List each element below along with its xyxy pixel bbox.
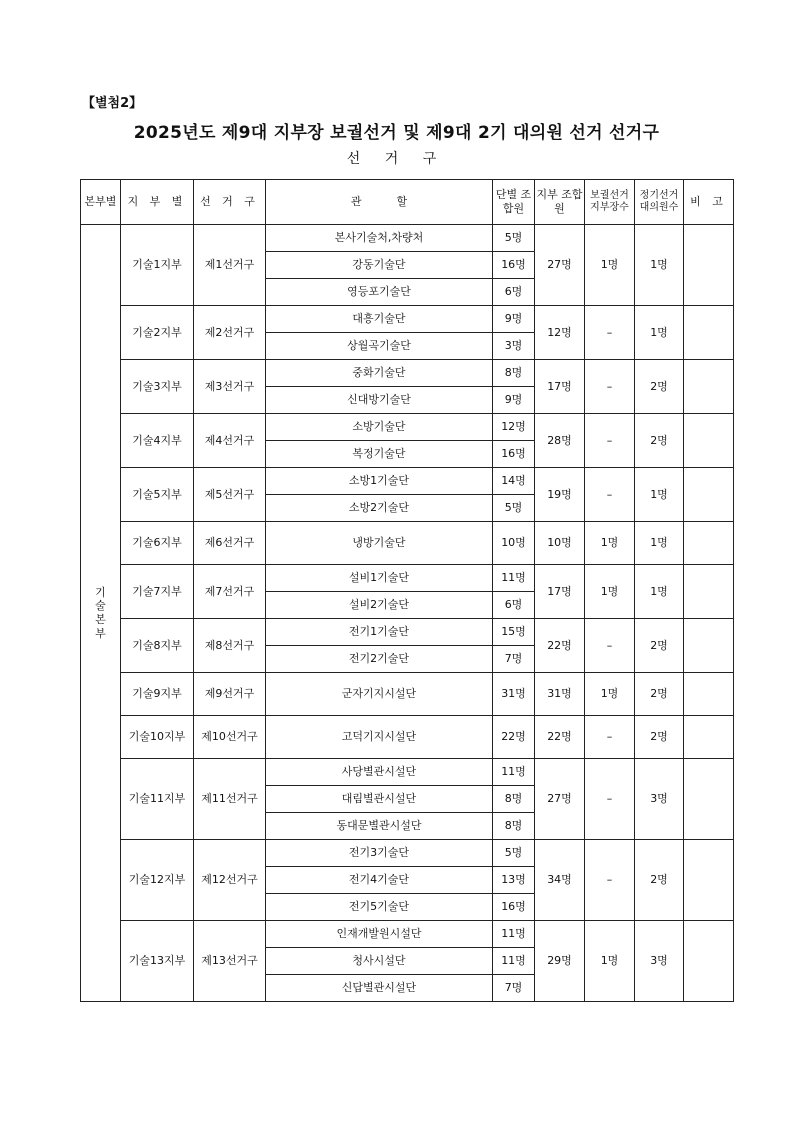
regular-election-cell: 2명 xyxy=(635,840,684,921)
remarks-cell xyxy=(684,840,734,921)
table-header-row xyxy=(81,180,734,225)
branch-cell: 기술5지부 xyxy=(121,468,194,522)
unit-count-cell: 11명 xyxy=(493,565,535,592)
branch-cell: 기술10지부 xyxy=(121,716,194,759)
branch-cell: 기술12지부 xyxy=(121,840,194,921)
regular-election-cell: 2명 xyxy=(635,716,684,759)
unit-count-cell: 9명 xyxy=(493,306,535,333)
branch-cell: 기술1지부 xyxy=(121,225,194,306)
branch-members-cell: 19명 xyxy=(535,468,585,522)
district-cell: 제8선거구 xyxy=(194,619,266,673)
remarks-cell xyxy=(684,306,734,360)
document-title: 2025년도 제9대 지부장 보궐선거 및 제9대 2기 대의원 선거 선거구 xyxy=(133,123,660,143)
header-district: 선 거 구 xyxy=(194,180,266,225)
unit-name-cell: 영등포기술단 xyxy=(266,279,493,306)
by-election-cell: 1명 xyxy=(585,565,635,619)
branch-members-cell: 12명 xyxy=(535,306,585,360)
hq-char: 부 xyxy=(95,626,106,640)
remarks-cell xyxy=(684,522,734,565)
branch-members-cell: 28명 xyxy=(535,414,585,468)
regular-election-cell: 3명 xyxy=(635,921,684,1002)
unit-name-cell: 동대문별관시설단 xyxy=(266,813,493,840)
by-election-cell: – xyxy=(585,360,635,414)
unit-count-cell: 8명 xyxy=(493,360,535,387)
table-row xyxy=(81,759,734,786)
unit-name-cell: 강동기술단 xyxy=(266,252,493,279)
remarks-cell xyxy=(684,759,734,840)
unit-name-cell: 전기4기술단 xyxy=(266,867,493,894)
district-cell: 제13선거구 xyxy=(194,921,266,1002)
unit-count-cell: 6명 xyxy=(493,592,535,619)
regular-election-cell: 1명 xyxy=(635,468,684,522)
by-election-cell: 1명 xyxy=(585,673,635,716)
table-row xyxy=(81,565,734,592)
unit-count-cell: 7명 xyxy=(493,646,535,673)
unit-name-cell: 설비2기술단 xyxy=(266,592,493,619)
unit-name-cell: 중화기술단 xyxy=(266,360,493,387)
unit-count-cell: 3명 xyxy=(493,333,535,360)
header-unit-members: 단별 조합원 xyxy=(493,180,535,225)
branch-members-cell: 27명 xyxy=(535,225,585,306)
table-row xyxy=(81,522,734,565)
table-row xyxy=(81,414,734,441)
hq-char: 본 xyxy=(95,613,106,626)
regular-election-cell: 2명 xyxy=(635,414,684,468)
unit-count-cell: 22명 xyxy=(493,716,535,759)
table-row xyxy=(81,840,734,867)
remarks-cell xyxy=(684,921,734,1002)
unit-count-cell: 7명 xyxy=(493,975,535,1002)
district-cell: 제9선거구 xyxy=(194,673,266,716)
unit-name-cell: 소방기술단 xyxy=(266,414,493,441)
unit-name-cell: 전기5기술단 xyxy=(266,894,493,921)
unit-name-cell: 고덕기지시설단 xyxy=(266,716,493,759)
district-cell: 제10선거구 xyxy=(194,716,266,759)
unit-count-cell: 6명 xyxy=(493,279,535,306)
unit-count-cell: 8명 xyxy=(493,813,535,840)
unit-name-cell: 신대방기술단 xyxy=(266,387,493,414)
table-body xyxy=(81,225,734,1002)
branch-members-cell: 17명 xyxy=(535,565,585,619)
unit-count-cell: 5명 xyxy=(493,225,535,252)
branch-cell: 기술2지부 xyxy=(121,306,194,360)
remarks-cell xyxy=(684,360,734,414)
unit-name-cell: 신답별관시설단 xyxy=(266,975,493,1002)
unit-name-cell: 상월곡기술단 xyxy=(266,333,493,360)
remarks-cell xyxy=(684,619,734,673)
table-row xyxy=(81,921,734,948)
remarks-cell xyxy=(684,716,734,759)
unit-name-cell: 전기3기술단 xyxy=(266,840,493,867)
branch-cell: 기술6지부 xyxy=(121,522,194,565)
regular-election-cell: 1명 xyxy=(635,565,684,619)
district-cell: 제12선거구 xyxy=(194,840,266,921)
header-by-election: 보궐선거 지부장수 xyxy=(585,180,635,225)
district-cell: 제6선거구 xyxy=(194,522,266,565)
unit-name-cell: 전기2기술단 xyxy=(266,646,493,673)
unit-name-cell: 대림별관시설단 xyxy=(266,786,493,813)
branch-members-cell: 31명 xyxy=(535,673,585,716)
hq-char: 술 xyxy=(95,599,106,613)
document-subtitle: 선 거 구 xyxy=(346,151,447,167)
unit-count-cell: 11명 xyxy=(493,759,535,786)
regular-election-cell: 2명 xyxy=(635,673,684,716)
district-cell: 제5선거구 xyxy=(194,468,266,522)
remarks-cell xyxy=(684,225,734,306)
table-row xyxy=(81,225,734,252)
unit-count-cell: 16명 xyxy=(493,252,535,279)
table-row xyxy=(81,619,734,646)
remarks-cell xyxy=(684,468,734,522)
unit-count-cell: 16명 xyxy=(493,894,535,921)
by-election-cell: – xyxy=(585,840,635,921)
header-jurisdiction: 관 할 xyxy=(266,180,493,225)
unit-count-cell: 10명 xyxy=(493,522,535,565)
unit-name-cell: 대흥기술단 xyxy=(266,306,493,333)
by-election-cell: 1명 xyxy=(585,522,635,565)
by-election-cell: – xyxy=(585,414,635,468)
branch-cell: 기술8지부 xyxy=(121,619,194,673)
by-election-cell: 1명 xyxy=(585,921,635,1002)
branch-cell: 기술7지부 xyxy=(121,565,194,619)
unit-count-cell: 13명 xyxy=(493,867,535,894)
district-cell: 제3선거구 xyxy=(194,360,266,414)
regular-election-cell: 2명 xyxy=(635,619,684,673)
regular-election-cell: 1명 xyxy=(635,522,684,565)
unit-name-cell: 설비1기술단 xyxy=(266,565,493,592)
unit-count-cell: 9명 xyxy=(493,387,535,414)
table-row xyxy=(81,468,734,495)
header-hq: 본부별 xyxy=(81,180,121,225)
district-cell: 제2선거구 xyxy=(194,306,266,360)
branch-cell: 기술3지부 xyxy=(121,360,194,414)
branch-cell: 기술11지부 xyxy=(121,759,194,840)
branch-cell: 기술9지부 xyxy=(121,673,194,716)
unit-count-cell: 16명 xyxy=(493,441,535,468)
unit-name-cell: 인재개발원시설단 xyxy=(266,921,493,948)
unit-count-cell: 14명 xyxy=(493,468,535,495)
header-remarks: 비 고 xyxy=(684,180,734,225)
unit-name-cell: 군자기지시설단 xyxy=(266,673,493,716)
by-election-cell: – xyxy=(585,468,635,522)
branch-members-cell: 34명 xyxy=(535,840,585,921)
branch-members-cell: 27명 xyxy=(535,759,585,840)
branch-cell: 기술13지부 xyxy=(121,921,194,1002)
regular-election-cell: 1명 xyxy=(635,306,684,360)
header-regular-election: 정기선거 대의원수 xyxy=(635,180,684,225)
unit-name-cell: 소방2기술단 xyxy=(266,495,493,522)
unit-count-cell: 15명 xyxy=(493,619,535,646)
unit-name-cell: 전기1기술단 xyxy=(266,619,493,646)
unit-count-cell: 8명 xyxy=(493,786,535,813)
table-row xyxy=(81,360,734,387)
unit-name-cell: 냉방기술단 xyxy=(266,522,493,565)
table-row xyxy=(81,716,734,759)
district-cell: 제11선거구 xyxy=(194,759,266,840)
remarks-cell xyxy=(684,414,734,468)
remarks-cell xyxy=(684,673,734,716)
unit-count-cell: 5명 xyxy=(493,495,535,522)
hq-cell xyxy=(81,225,121,1002)
branch-members-cell: 17명 xyxy=(535,360,585,414)
header-branch: 지 부 별 xyxy=(121,180,194,225)
unit-count-cell: 11명 xyxy=(493,921,535,948)
hq-char: 기 xyxy=(95,585,106,599)
election-district-table xyxy=(80,179,734,1002)
regular-election-cell: 2명 xyxy=(635,360,684,414)
table-row xyxy=(81,306,734,333)
table-row xyxy=(81,673,734,716)
remarks-cell xyxy=(684,565,734,619)
unit-name-cell: 본사기술처,차량처 xyxy=(266,225,493,252)
attachment-label: 【별첨2】 xyxy=(82,96,143,111)
unit-count-cell: 12명 xyxy=(493,414,535,441)
unit-count-cell: 11명 xyxy=(493,948,535,975)
district-cell: 제4선거구 xyxy=(194,414,266,468)
unit-name-cell: 사당별관시설단 xyxy=(266,759,493,786)
regular-election-cell: 3명 xyxy=(635,759,684,840)
branch-members-cell: 10명 xyxy=(535,522,585,565)
district-cell: 제7선거구 xyxy=(194,565,266,619)
unit-count-cell: 5명 xyxy=(493,840,535,867)
header-branch-members: 지부 조합원 xyxy=(535,180,585,225)
unit-name-cell: 복정기술단 xyxy=(266,441,493,468)
by-election-cell: – xyxy=(585,716,635,759)
by-election-cell: – xyxy=(585,619,635,673)
regular-election-cell: 1명 xyxy=(635,225,684,306)
by-election-cell: 1명 xyxy=(585,225,635,306)
unit-count-cell: 31명 xyxy=(493,673,535,716)
branch-members-cell: 29명 xyxy=(535,921,585,1002)
unit-name-cell: 소방1기술단 xyxy=(266,468,493,495)
branch-members-cell: 22명 xyxy=(535,619,585,673)
by-election-cell: – xyxy=(585,306,635,360)
by-election-cell: – xyxy=(585,759,635,840)
district-cell: 제1선거구 xyxy=(194,225,266,306)
unit-name-cell: 청사시설단 xyxy=(266,948,493,975)
branch-members-cell: 22명 xyxy=(535,716,585,759)
branch-cell: 기술4지부 xyxy=(121,414,194,468)
